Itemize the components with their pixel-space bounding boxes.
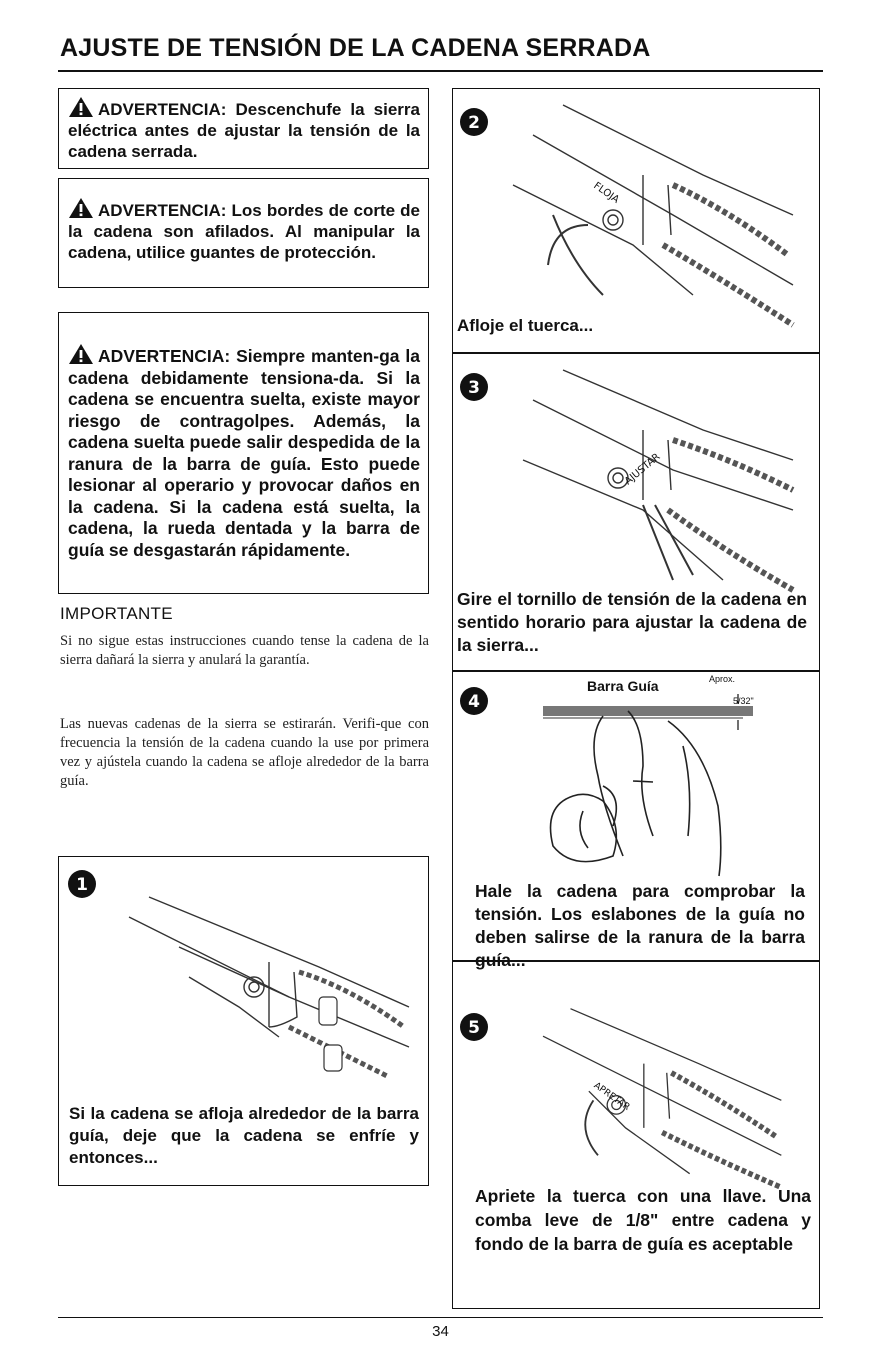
tension-screw-illustration bbox=[493, 360, 813, 600]
step-3-badge bbox=[459, 372, 489, 402]
important-paragraph-2: Las nuevas cadenas de la sierra se estirarán. Verifi-que con frecuencia la tensión de la cadena cuando la use por primera vez y ajústela cuando la cadena se afloje alrededor de la barra guía. bbox=[60, 716, 429, 789]
step-1-panel bbox=[58, 856, 429, 1186]
step-5-panel bbox=[452, 961, 820, 1309]
footer-divider bbox=[58, 1317, 823, 1318]
step-5-caption: Apriete la tuerca con una llave. Una comba leve de 1/8" entre cadena y fondo de la barra de guía es aceptable bbox=[475, 1186, 811, 1254]
gap-label: 5/32" bbox=[733, 696, 754, 706]
svg-text:FLOJA: FLOJA bbox=[591, 180, 621, 206]
step-4-panel bbox=[452, 671, 820, 970]
step-2-badge bbox=[459, 107, 489, 137]
svg-text:AJUSTAR: AJUSTAR bbox=[622, 451, 663, 488]
svg-text:1: 1 bbox=[76, 875, 88, 895]
svg-text:2: 2 bbox=[468, 113, 480, 133]
step-2-panel bbox=[452, 88, 820, 353]
loosen-nut-illustration bbox=[493, 95, 813, 335]
step-1-badge bbox=[67, 869, 97, 899]
chain-pull-illustration bbox=[483, 686, 803, 886]
step-4-caption: Hale la cadena para comprobar la tensión. Los eslabones de la guía no deben salirse de la ranura de la barra guía... bbox=[475, 881, 805, 970]
important-heading: IMPORTANTE bbox=[60, 604, 173, 623]
svg-text:3: 3 bbox=[468, 378, 480, 398]
warning-unplug-text: ADVERTENCIA: Descenchufe la sierra eléctrica antes de ajustar la tensión de la cadena serrada. bbox=[68, 100, 420, 161]
step-3-caption: Gire el tornillo de tensión de la cadena en sentido horario para ajustar la cadena de la sierra... bbox=[457, 589, 807, 655]
svg-text:5: 5 bbox=[468, 1018, 480, 1038]
warning-box-sharp bbox=[58, 178, 429, 288]
page-number: 34 bbox=[432, 1323, 449, 1340]
title-divider bbox=[58, 70, 823, 72]
step-5-badge bbox=[459, 1012, 489, 1042]
svg-text:APRETAR: APRETAR bbox=[591, 1080, 632, 1113]
chainsaw-bar-illustration bbox=[119, 877, 419, 1087]
step-2-caption: Afloje el tuerca... bbox=[457, 316, 594, 335]
guide-bar-label: Barra Guía bbox=[587, 678, 659, 694]
warning-icon bbox=[68, 343, 94, 365]
warning-sharp-text: ADVERTENCIA: Los bordes de corte de la cadena son afilados. Al manipular la cadena, utilice guantes de protección. bbox=[68, 201, 420, 262]
important-paragraph-1: Si no sigue estas instrucciones cuando tense la cadena de la sierra dañará la sierra y anulará la garantía. bbox=[60, 633, 429, 668]
approx-label: Aprox. bbox=[709, 674, 736, 684]
svg-text:4: 4 bbox=[468, 692, 480, 712]
warning-box-unplug bbox=[58, 88, 429, 169]
step-3-panel bbox=[452, 353, 820, 671]
page-title: AJUSTE DE TENSIÓN DE LA CADENA SERRADA bbox=[60, 34, 651, 62]
tighten-nut-illustration bbox=[493, 972, 813, 1192]
step-1-caption: Si la cadena se afloja alrededor de la barra guía, deje que la cadena se enfríe y entonces... bbox=[69, 1104, 419, 1167]
warning-icon bbox=[68, 197, 94, 219]
warning-icon bbox=[68, 96, 94, 118]
warning-tension-text: ADVERTENCIA: Siempre manten-ga la cadena debidamente tensiona-da. Si la cadena se encuentra suelta, existe mayor riesgo de contragolpes. Además, la cadena suelta puede salir despedida de la ranura de la barra de guía. Esto puede lesionar al operario y provocar daños en la cadena. Si la cadena está suelta, la cadena, la rueda dentada y la barra de guía se desgastarán rápidamente. bbox=[68, 346, 420, 560]
warning-box-tension bbox=[58, 312, 429, 594]
